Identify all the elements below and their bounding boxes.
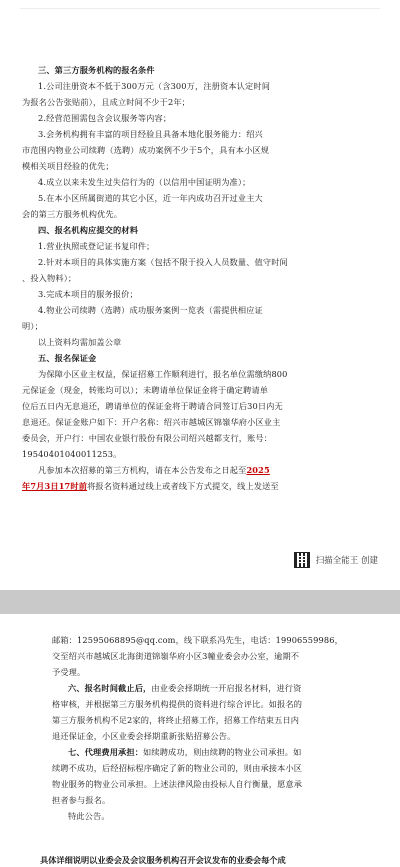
deposit-line-1: 为保障小区业主权益，保证招募工作顺利进行，报名单位需缴纳800 [38,369,288,379]
material-2-line-2: 、投入物料）； [22,273,77,283]
registration-line-2 [22,478,368,494]
deadline-year: 2025 [246,465,270,475]
condition-3-line-2: 市范围内物业公司续聘（选聘）成功案例不少于5个，具有本小区规 [22,145,270,155]
cut-off-text: 具体详细说明以业委会及会议服务机构召开会议发布的业委会每个成 [40,855,286,865]
deposit-line-5: 委员会，开户行：中国农业银行股份有限公司绍兴越都支行，账号： [22,433,273,443]
material-1: 1.营业执照或登记证书复印件； [38,241,155,251]
section-6-line-2: 格审核，并根据第三方服务机构提供的资料进行综合评比。如报名的 [52,699,303,709]
section-5-title: 五、报名保证金 [38,353,97,363]
condition-1-line-2: 为报名公告张贴前），且成立时间不少于2年； [22,97,191,107]
cut-off-line [0,853,400,867]
registration-line-1 [22,462,368,478]
email-contact-line: 邮箱：12595068895@qq.com，线下联系冯先生，电话：19906559986， [52,635,343,645]
page-top-rule [20,8,380,9]
document-page-2 [0,614,400,867]
materials-note: 以上资料均需加盖公章 [38,337,122,347]
section-6-line-3: 第三方服务机构不足2家的，将终止招募工作，招募工作结束五日内 [52,715,300,725]
submission-line-2: 予受理。 [52,667,86,677]
condition-3-line-3: 模相关项目经验的优先； [22,161,114,171]
condition-4: 4.成立以来未发生过失信行为的（以信用中国证明为准）； [38,177,251,187]
condition-5-line-1: 5.在本小区所属街道的其它小区，近一年内成功召开过业主大 [38,193,263,203]
closing-line: 特此公告。 [68,811,110,821]
material-4-line-2: 明）； [22,321,43,331]
section-6-line-4: 退还保证金，小区业委会择期重新张贴招募公告。 [52,731,236,741]
deposit-line-6: 19540401040011253。 [22,449,122,459]
material-2-line-1: 2.针对本项目的具体实施方案（包括不限于投入人员数量、值守时间 [38,257,288,267]
material-4-line-1: 4.物业公司续聘（选聘）成功服务案例一览表（需提供相应证 [38,305,263,315]
deadline-date: 年7月3日17时前 [22,481,88,491]
section-7-line-1 [22,744,372,760]
section-6-title: 六、报名时间截止后， [68,683,152,693]
section-7-line-4: 担者参与报名。 [52,795,111,805]
submission-line-1: 交至绍兴市越城区北海街道锦嶺华府小区3幢业委会办公室，逾期不 [52,651,300,661]
page2-body [22,614,372,824]
qr-code-icon [294,552,310,568]
page-separator [0,590,400,614]
condition-2: 2.经营范围需包含会议服务等内容； [38,113,172,123]
section-3-title: 三、第三方服务机构的报名条件 [38,65,155,75]
section-6-line-1 [22,680,372,696]
condition-3-line-1: 3.会务机构拥有丰富的项目经验且具备本地化服务能力：绍兴 [38,129,263,139]
scanner-brand-footer [294,552,378,568]
section-4-title: 四、报名机构应提交的材料 [38,225,139,235]
section-6-text-a: 由业委会择期统一开启报名材料，进行资 [151,683,302,693]
page1-body [22,0,368,494]
section-7-text-a: 如续聘成功，则由续聘的物业公司承担。如 [143,747,302,757]
section-7-line-3: 物业服务的物业公司承担。上述法律风险由投标人自行衡量，愿意承 [52,779,303,789]
registration-text-a: 凡参加本次招募的第三方机构，请在本公告发布之日起至 [38,465,247,475]
section-7-line-2: 续聘不成功，后经招标程序确定了新的物业公司的，则由承接本小区 [52,763,303,773]
section-7-title: 七、代理费用承担： [68,747,144,757]
registration-text-b: 将报名资料通过线上或者线下方式提交，线上发送至 [87,481,279,491]
deposit-line-2: 元保证金（现金，转账均可以）；未聘请单位保证金将于确定聘请单 [22,385,269,395]
condition-5-line-2: 会的第三方服务机构优先。 [22,209,123,219]
condition-1-line-1: 1.公司注册资本不低于300万元（含300万，注册资本认定时间 [38,81,271,91]
material-3: 3.完成本项目的服务报价； [38,289,138,299]
deposit-line-3: 位后五日内无息退还，聘请单位的保证金将于聘请合同签订后30日内无 [22,401,283,411]
deposit-line-4: 息退还。保证金账户如下：开户名称：绍兴市越城区锦嶺华府小区业主 [22,417,281,427]
scanner-brand-label: 扫描全能王 创建 [315,556,378,566]
